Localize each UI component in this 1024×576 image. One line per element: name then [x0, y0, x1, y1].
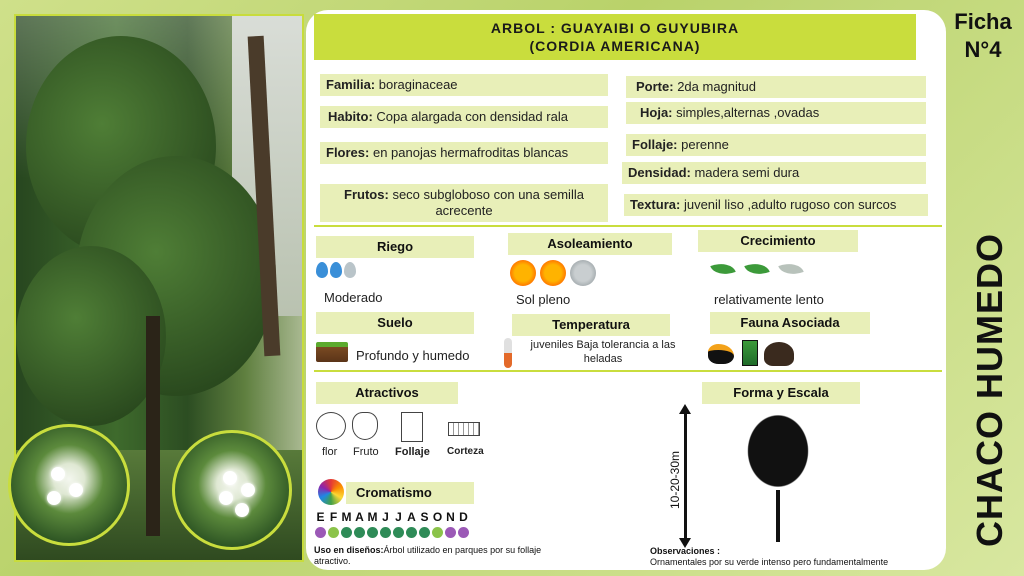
forma-header: Forma y Escala [702, 382, 860, 404]
prop-frutos: Frutos: seco subgloboso con una semilla acrecente [320, 184, 608, 222]
observaciones: Observaciones : Ornamentales por su verde intenso pero fundamentalmente [650, 546, 889, 567]
month-color-dot [328, 527, 339, 538]
month-color-dot [367, 527, 378, 538]
water-drops-icon [316, 262, 358, 283]
fauna-header: Fauna Asociada [710, 312, 870, 334]
atractivo-follaje: Follaje [395, 446, 430, 458]
suelo-value: Profundo y humedo [356, 348, 470, 363]
month-color-dot [458, 527, 469, 538]
uso-disenos: Uso en diseños:Árbol utilizado en parques por su follaje atractivo. [314, 545, 542, 566]
page-title [314, 14, 916, 60]
month-label: S [420, 510, 429, 524]
month-color-dot [380, 527, 391, 538]
parrot-icon [742, 340, 758, 366]
flower-photo-left [8, 424, 130, 546]
month-label: N [446, 510, 455, 524]
fruit-icon [352, 412, 378, 440]
month-color-dot [419, 527, 430, 538]
month-color-dot [315, 527, 326, 538]
month-label: F [329, 510, 338, 524]
asoleamiento-header: Asoleamiento [508, 233, 672, 255]
color-wheel-icon [318, 479, 344, 505]
crecimiento-value: relativamente lento [714, 292, 824, 307]
month-label: E [316, 510, 325, 524]
thermometer-icon [504, 338, 512, 368]
prop-porte: Porte: 2da magnitud [626, 76, 926, 98]
month-color-dot [393, 527, 404, 538]
month-label: A [407, 510, 416, 524]
prop-follaje: Follaje: perenne [626, 134, 926, 156]
atractivo-fruto: Fruto [353, 446, 379, 458]
prop-flores: Flores: en panojas hermafroditas blancas [320, 142, 608, 164]
month-label: D [459, 510, 468, 524]
asoleamiento-value: Sol pleno [516, 292, 571, 307]
month-color-dot [354, 527, 365, 538]
prop-familia: Familia: boraginaceae [320, 74, 608, 96]
sun-icon [510, 260, 600, 291]
divider [314, 370, 942, 372]
title-scientific-name: (CORDIA AMERICANA) [529, 38, 701, 54]
flower-icon [316, 412, 346, 440]
temperatura-value: juveniles Baja tolerancia a las heladas [530, 339, 676, 365]
foliage-icon [401, 412, 423, 442]
month-row [314, 508, 470, 526]
prop-habito: Habito: Copa alargada con densidad rala [320, 106, 608, 128]
divider [314, 225, 942, 227]
color-dot-row [315, 525, 471, 543]
bark-icon [448, 422, 480, 436]
arrow-up-icon [679, 404, 691, 414]
month-color-dot [406, 527, 417, 538]
prop-hoja: Hoja: simples,alternas ,ovadas [626, 102, 926, 124]
month-color-dot [445, 527, 456, 538]
atractivos-header: Atractivos [316, 382, 458, 404]
flower-photo-right [172, 430, 292, 550]
month-color-dot [432, 527, 443, 538]
soil-icon [316, 342, 348, 362]
month-label: M [367, 510, 378, 524]
scale-label: 10-20-30m [668, 450, 682, 510]
leaves-icon [712, 262, 814, 281]
riego-value: Moderado [324, 290, 383, 305]
riego-header: Riego [316, 236, 474, 258]
tree-silhouette-icon [740, 406, 816, 496]
crecimiento-header: Crecimiento [698, 230, 858, 252]
month-label: J [382, 510, 389, 524]
monkey-icon [764, 342, 794, 366]
prop-textura: Textura: juvenil liso ,adulto rugoso con surcos [624, 194, 928, 216]
month-label: O [432, 510, 443, 524]
title-common-name: ARBOL : GUAYAIBI O GUYUBIRA [490, 20, 740, 36]
month-label: M [341, 510, 352, 524]
tree-trunk-icon [776, 490, 780, 542]
atractivo-corteza: Corteza [447, 446, 484, 457]
region-label: CHACO HUMEDO [969, 233, 1010, 547]
month-label: J [395, 510, 402, 524]
sheet-number: Ficha N°4 [954, 9, 1012, 62]
temperatura-header: Temperatura [512, 314, 670, 336]
cromatismo-header: Cromatismo [346, 482, 474, 504]
month-color-dot [341, 527, 352, 538]
prop-densidad: Densidad: madera semi dura [622, 162, 926, 184]
month-label: A [355, 510, 364, 524]
atractivo-flor: flor [322, 446, 338, 458]
suelo-header: Suelo [316, 312, 474, 334]
